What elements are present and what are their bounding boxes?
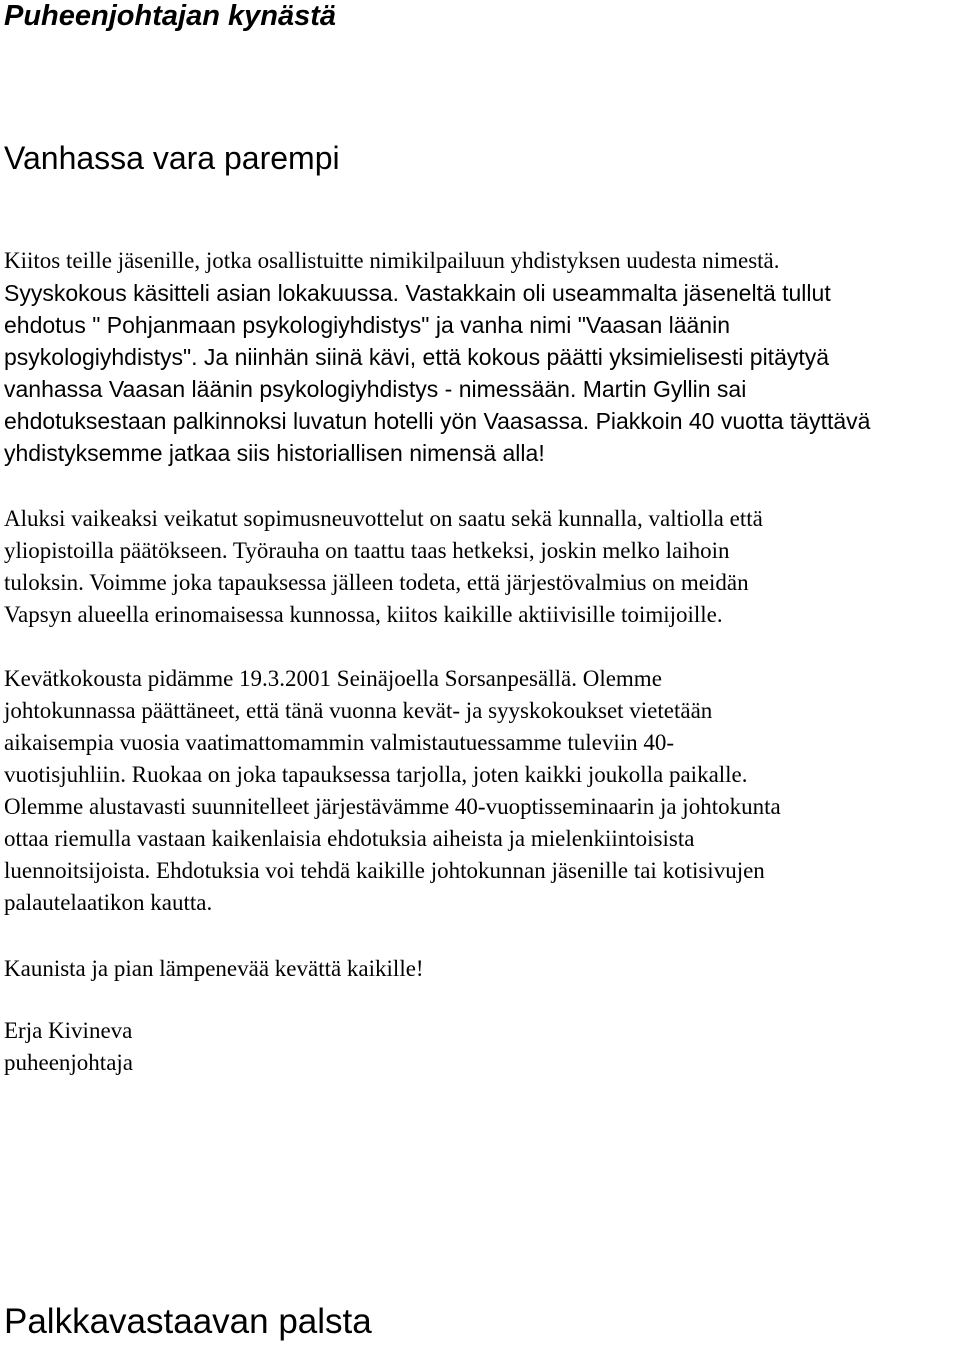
paragraph-line: Aluksi vaikeaksi veikatut sopimusneuvottelut on saatu sekä kunnalla, valtiolla että — [4, 506, 763, 531]
paragraph-line: aikaisempia vuosia vaatimattomammin valmistautuessamme tuleviin 40- — [4, 730, 675, 755]
signature-role: puheenjohtaja — [4, 1050, 134, 1075]
closing-line — [4, 953, 424, 985]
paragraph-line: tuloksin. Voimme joka tapauksessa jälleen todeta, että järjestövalmius on meidän — [4, 570, 749, 595]
paragraph-line: ehdotuksestaan palkinnoksi luvatun hotelli yön Vaasassa. Piakkoin 40 vuotta täyttävä — [4, 408, 871, 434]
paragraph-1 — [4, 245, 870, 469]
paragraph-2 — [4, 503, 763, 631]
paragraph-line: luennoitsijoista. Ehdotuksia voi tehdä kaikille johtokunnan jäsenille tai kotisivujen — [4, 858, 765, 883]
article-title: Vanhassa vara parempi — [4, 140, 340, 176]
paragraph-line: johtokunnassa päättäneet, että tänä vuonna kevät- ja syyskokoukset vietetään — [4, 698, 713, 723]
next-section-heading: Palkkavastaavan palsta — [4, 1302, 372, 1341]
signature — [4, 1015, 133, 1079]
paragraph-line: vuotisjuhliin. Ruokaa on joka tapauksessa tarjolla, joten kaikki joukolla paikalle. — [4, 762, 748, 787]
paragraph-line: Kevätkokousta pidämme 19.3.2001 Seinäjoella Sorsanpesällä. Olemme — [4, 666, 662, 691]
paragraph-line: ehdotus " Pohjanmaan psykologiyhdistys" ja vanha nimi "Vaasan läänin — [4, 312, 731, 338]
paragraph-3 — [4, 663, 781, 919]
paragraph-line: yhdistyksemme jatkaa siis historiallisen nimensä alla! — [4, 440, 545, 466]
paragraph-line: Olemme alustavasti suunnitelleet järjestävämme 40-vuoptisseminaarin ja johtokunta — [4, 794, 781, 819]
signature-name: Erja Kivineva — [4, 1018, 133, 1043]
paragraph-line: vanhassa Vaasan läänin psykologiyhdistys - nimessään. Martin Gyllin sai — [4, 376, 747, 402]
paragraph-line: Kiitos teille jäsenille, jotka osallistuitte nimikilpailuun yhdistyksen uudesta nimestä. — [4, 248, 780, 273]
section-heading: Puheenjohtajan kynästä — [4, 0, 336, 32]
paragraph-line: yliopistoilla päätökseen. Työrauha on taattu taas hetkeksi, joskin melko laihoin — [4, 538, 730, 563]
paragraph-line: Syyskokous käsitteli asian lokakuussa. Vastakkain oli useammalta jäseneltä tullut — [4, 280, 831, 306]
paragraph-line: Vapsyn alueella erinomaisessa kunnossa, kiitos kaikille aktiivisille toimijoille. — [4, 602, 723, 627]
paragraph-line: psykologiyhdistys". Ja niinhän siinä kävi, että kokous päätti yksimielisesti pitäytyä — [4, 344, 830, 370]
paragraph-line: palautelaatikon kautta. — [4, 890, 213, 915]
closing-text: Kaunista ja pian lämpenevää kevättä kaikille! — [4, 956, 424, 981]
paragraph-line: ottaa riemulla vastaan kaikenlaisia ehdotuksia aiheista ja mielenkiintoisista — [4, 826, 695, 851]
